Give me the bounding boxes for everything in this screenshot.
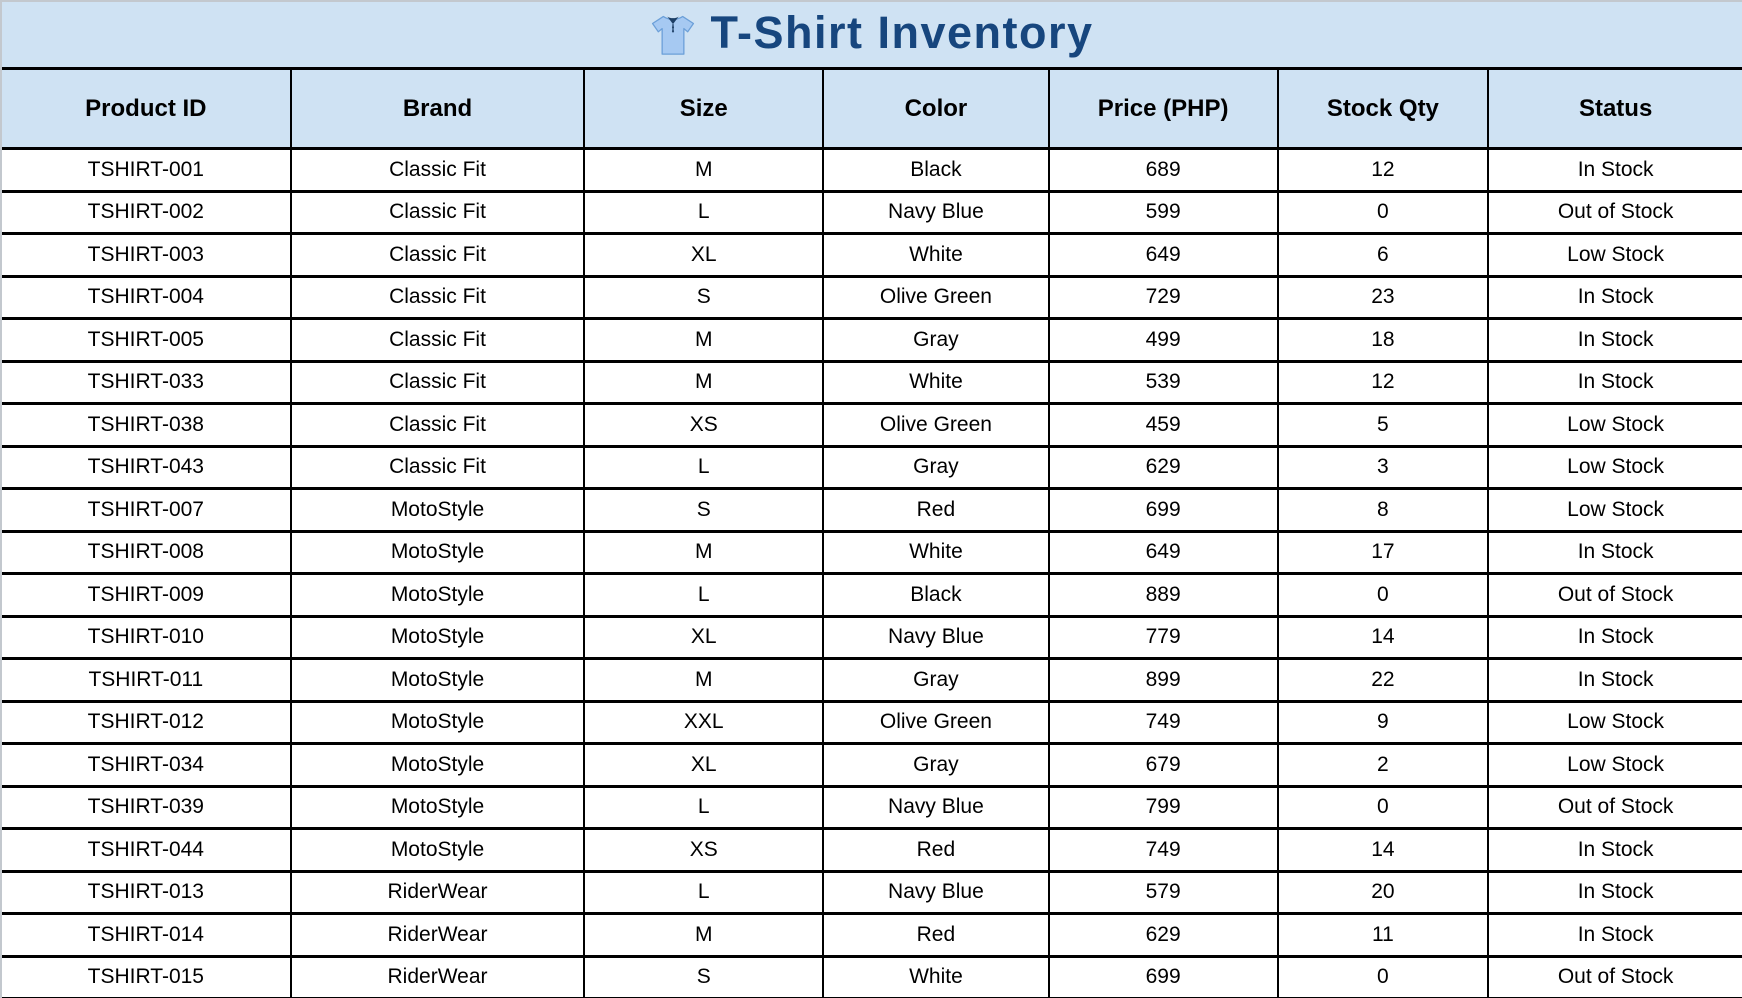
table-row <box>2 786 1742 829</box>
cell-color[interactable]: Olive Green <box>823 404 1049 447</box>
cell-color[interactable]: Gray <box>823 446 1049 489</box>
cell-brand[interactable]: MotoStyle <box>291 786 585 829</box>
cell-size[interactable]: M <box>584 531 823 574</box>
cell-price-php[interactable]: 779 <box>1049 616 1278 659</box>
cell-price-php[interactable]: 899 <box>1049 659 1278 702</box>
cell-price-php[interactable]: 799 <box>1049 786 1278 829</box>
cell-color[interactable]: White <box>823 361 1049 404</box>
cell-size[interactable]: S <box>584 956 823 998</box>
cell-product-id[interactable]: TSHIRT-005 <box>2 319 291 362</box>
cell-product-id[interactable]: TSHIRT-008 <box>2 531 291 574</box>
cell-price-php[interactable]: 689 <box>1049 149 1278 192</box>
cell-stock-qty[interactable]: 2 <box>1278 744 1489 787</box>
cell-product-id[interactable]: TSHIRT-013 <box>2 871 291 914</box>
cell-product-id[interactable]: TSHIRT-003 <box>2 234 291 277</box>
cell-status[interactable]: Low Stock <box>1488 234 1742 277</box>
cell-brand[interactable]: MotoStyle <box>291 701 585 744</box>
cell-color[interactable]: White <box>823 234 1049 277</box>
cell-price-php[interactable]: 699 <box>1049 489 1278 532</box>
table-row <box>2 659 1742 702</box>
cell-size[interactable]: L <box>584 191 823 234</box>
cell-color[interactable]: Black <box>823 149 1049 192</box>
cell-product-id[interactable]: TSHIRT-009 <box>2 574 291 617</box>
cell-color[interactable]: Navy Blue <box>823 786 1049 829</box>
cell-status[interactable]: Low Stock <box>1488 446 1742 489</box>
cell-stock-qty[interactable]: 14 <box>1278 616 1489 659</box>
table-row <box>2 744 1742 787</box>
column-header-price-php[interactable]: Price (PHP) <box>1049 70 1278 149</box>
cell-status[interactable]: In Stock <box>1488 531 1742 574</box>
cell-size[interactable]: XS <box>584 829 823 872</box>
cell-size[interactable]: M <box>584 149 823 192</box>
cell-status[interactable]: In Stock <box>1488 914 1742 957</box>
cell-stock-qty[interactable]: 20 <box>1278 871 1489 914</box>
cell-price-php[interactable]: 749 <box>1049 701 1278 744</box>
cell-color[interactable]: Navy Blue <box>823 871 1049 914</box>
table-row <box>2 531 1742 574</box>
cell-product-id[interactable]: TSHIRT-015 <box>2 956 291 998</box>
cell-color[interactable]: Navy Blue <box>823 616 1049 659</box>
table-row <box>2 701 1742 744</box>
cell-status[interactable]: Out of Stock <box>1488 574 1742 617</box>
cell-price-php[interactable]: 729 <box>1049 276 1278 319</box>
cell-size[interactable]: L <box>584 574 823 617</box>
cell-color[interactable]: Red <box>823 489 1049 532</box>
cell-stock-qty[interactable]: 8 <box>1278 489 1489 532</box>
cell-stock-qty[interactable]: 12 <box>1278 149 1489 192</box>
table-row <box>2 446 1742 489</box>
table-row <box>2 574 1742 617</box>
cell-status[interactable]: Low Stock <box>1488 701 1742 744</box>
cell-stock-qty[interactable]: 12 <box>1278 361 1489 404</box>
cell-size[interactable]: M <box>584 659 823 702</box>
cell-stock-qty[interactable]: 5 <box>1278 404 1489 447</box>
cell-price-php[interactable]: 499 <box>1049 319 1278 362</box>
cell-status[interactable]: In Stock <box>1488 319 1742 362</box>
cell-brand[interactable]: MotoStyle <box>291 829 585 872</box>
cell-color[interactable]: Gray <box>823 319 1049 362</box>
cell-product-id[interactable]: TSHIRT-002 <box>2 191 291 234</box>
cell-size[interactable]: L <box>584 871 823 914</box>
cell-status[interactable]: In Stock <box>1488 361 1742 404</box>
cell-price-php[interactable]: 889 <box>1049 574 1278 617</box>
cell-size[interactable]: L <box>584 446 823 489</box>
cell-price-php[interactable]: 599 <box>1049 191 1278 234</box>
cell-color[interactable]: White <box>823 956 1049 998</box>
cell-stock-qty[interactable]: 0 <box>1278 786 1489 829</box>
cell-price-php[interactable]: 459 <box>1049 404 1278 447</box>
cell-status[interactable]: In Stock <box>1488 659 1742 702</box>
cell-stock-qty[interactable]: 18 <box>1278 319 1489 362</box>
cell-product-id[interactable]: TSHIRT-044 <box>2 829 291 872</box>
cell-brand[interactable]: Classic Fit <box>291 149 585 192</box>
cell-product-id[interactable]: TSHIRT-043 <box>2 446 291 489</box>
cell-brand[interactable]: MotoStyle <box>291 489 585 532</box>
table-row <box>2 276 1742 319</box>
cell-status[interactable]: Low Stock <box>1488 489 1742 532</box>
cell-price-php[interactable]: 749 <box>1049 829 1278 872</box>
cell-price-php[interactable]: 649 <box>1049 234 1278 277</box>
cell-brand[interactable]: RiderWear <box>291 871 585 914</box>
cell-size[interactable]: M <box>584 914 823 957</box>
cell-stock-qty[interactable]: 3 <box>1278 446 1489 489</box>
table-row <box>2 871 1742 914</box>
table-row <box>2 404 1742 447</box>
cell-brand[interactable]: MotoStyle <box>291 531 585 574</box>
cell-stock-qty[interactable]: 9 <box>1278 701 1489 744</box>
cell-product-id[interactable]: TSHIRT-007 <box>2 489 291 532</box>
cell-brand[interactable]: Classic Fit <box>291 404 585 447</box>
cell-color[interactable]: Red <box>823 829 1049 872</box>
table-row <box>2 616 1742 659</box>
title-bar <box>2 2 1742 70</box>
cell-status[interactable]: In Stock <box>1488 829 1742 872</box>
cell-price-php[interactable]: 679 <box>1049 744 1278 787</box>
table-row <box>2 829 1742 872</box>
cell-stock-qty[interactable]: 6 <box>1278 234 1489 277</box>
cell-brand[interactable]: RiderWear <box>291 914 585 957</box>
cell-color[interactable]: Gray <box>823 744 1049 787</box>
cell-size[interactable]: XXL <box>584 701 823 744</box>
column-header-stock-qty[interactable]: Stock Qty <box>1278 70 1489 149</box>
cell-color[interactable]: Gray <box>823 659 1049 702</box>
cell-product-id[interactable]: TSHIRT-011 <box>2 659 291 702</box>
cell-status[interactable]: Low Stock <box>1488 744 1742 787</box>
cell-size[interactable]: XS <box>584 404 823 447</box>
cell-price-php[interactable]: 699 <box>1049 956 1278 998</box>
cell-size[interactable]: M <box>584 319 823 362</box>
cell-stock-qty[interactable]: 14 <box>1278 829 1489 872</box>
cell-size[interactable]: XL <box>584 616 823 659</box>
cell-brand[interactable]: Classic Fit <box>291 191 585 234</box>
column-header-brand[interactable]: Brand <box>291 70 585 149</box>
cell-color[interactable]: Olive Green <box>823 701 1049 744</box>
cell-price-php[interactable]: 629 <box>1049 914 1278 957</box>
cell-product-id[interactable]: TSHIRT-038 <box>2 404 291 447</box>
cell-price-php[interactable]: 579 <box>1049 871 1278 914</box>
cell-brand[interactable]: Classic Fit <box>291 234 585 277</box>
inventory-table <box>2 70 1742 998</box>
cell-brand[interactable]: MotoStyle <box>291 744 585 787</box>
cell-status[interactable]: In Stock <box>1488 276 1742 319</box>
column-header-color[interactable]: Color <box>823 70 1049 149</box>
cell-product-id[interactable]: TSHIRT-004 <box>2 276 291 319</box>
cell-status[interactable]: Out of Stock <box>1488 191 1742 234</box>
cell-brand[interactable]: MotoStyle <box>291 659 585 702</box>
cell-status[interactable]: Out of Stock <box>1488 956 1742 998</box>
cell-size[interactable]: XL <box>584 744 823 787</box>
cell-stock-qty[interactable]: 11 <box>1278 914 1489 957</box>
cell-status[interactable]: In Stock <box>1488 149 1742 192</box>
cell-status[interactable]: In Stock <box>1488 616 1742 659</box>
cell-size[interactable]: S <box>584 489 823 532</box>
cell-color[interactable]: White <box>823 531 1049 574</box>
table-row <box>2 319 1742 362</box>
cell-color[interactable]: Red <box>823 914 1049 957</box>
cell-brand[interactable]: Classic Fit <box>291 276 585 319</box>
cell-color[interactable]: Black <box>823 574 1049 617</box>
cell-stock-qty[interactable]: 22 <box>1278 659 1489 702</box>
cell-product-id[interactable]: TSHIRT-012 <box>2 701 291 744</box>
table-row <box>2 361 1742 404</box>
cell-product-id[interactable]: TSHIRT-034 <box>2 744 291 787</box>
cell-stock-qty[interactable]: 0 <box>1278 574 1489 617</box>
cell-brand[interactable]: MotoStyle <box>291 574 585 617</box>
cell-stock-qty[interactable]: 23 <box>1278 276 1489 319</box>
cell-product-id[interactable]: TSHIRT-033 <box>2 361 291 404</box>
cell-size[interactable]: M <box>584 361 823 404</box>
table-row <box>2 191 1742 234</box>
cell-size[interactable]: XL <box>584 234 823 277</box>
cell-stock-qty[interactable]: 0 <box>1278 191 1489 234</box>
cell-product-id[interactable]: TSHIRT-039 <box>2 786 291 829</box>
cell-status[interactable]: In Stock <box>1488 871 1742 914</box>
cell-brand[interactable]: Classic Fit <box>291 319 585 362</box>
column-header-status[interactable]: Status <box>1488 70 1742 149</box>
cell-status[interactable]: Low Stock <box>1488 404 1742 447</box>
table-row <box>2 914 1742 957</box>
column-header-product-id[interactable]: Product ID <box>2 70 291 149</box>
cell-brand[interactable]: Classic Fit <box>291 361 585 404</box>
table-row <box>2 149 1742 192</box>
cell-product-id[interactable]: TSHIRT-010 <box>2 616 291 659</box>
cell-price-php[interactable]: 649 <box>1049 531 1278 574</box>
column-header-size[interactable]: Size <box>584 70 823 149</box>
table-row <box>2 956 1742 998</box>
cell-brand[interactable]: RiderWear <box>291 956 585 998</box>
cell-size[interactable]: S <box>584 276 823 319</box>
cell-stock-qty[interactable]: 17 <box>1278 531 1489 574</box>
page-title: T-Shirt Inventory <box>710 7 1094 58</box>
cell-color[interactable]: Olive Green <box>823 276 1049 319</box>
cell-price-php[interactable]: 539 <box>1049 361 1278 404</box>
cell-product-id[interactable]: TSHIRT-014 <box>2 914 291 957</box>
cell-brand[interactable]: Classic Fit <box>291 446 585 489</box>
cell-color[interactable]: Navy Blue <box>823 191 1049 234</box>
header-row <box>2 70 1742 149</box>
tshirt-icon <box>650 10 696 60</box>
table-row <box>2 489 1742 532</box>
cell-status[interactable]: Out of Stock <box>1488 786 1742 829</box>
cell-stock-qty[interactable]: 0 <box>1278 956 1489 998</box>
table-row <box>2 234 1742 277</box>
cell-product-id[interactable]: TSHIRT-001 <box>2 149 291 192</box>
cell-brand[interactable]: MotoStyle <box>291 616 585 659</box>
cell-size[interactable]: L <box>584 786 823 829</box>
cell-price-php[interactable]: 629 <box>1049 446 1278 489</box>
table-body <box>2 149 1742 998</box>
